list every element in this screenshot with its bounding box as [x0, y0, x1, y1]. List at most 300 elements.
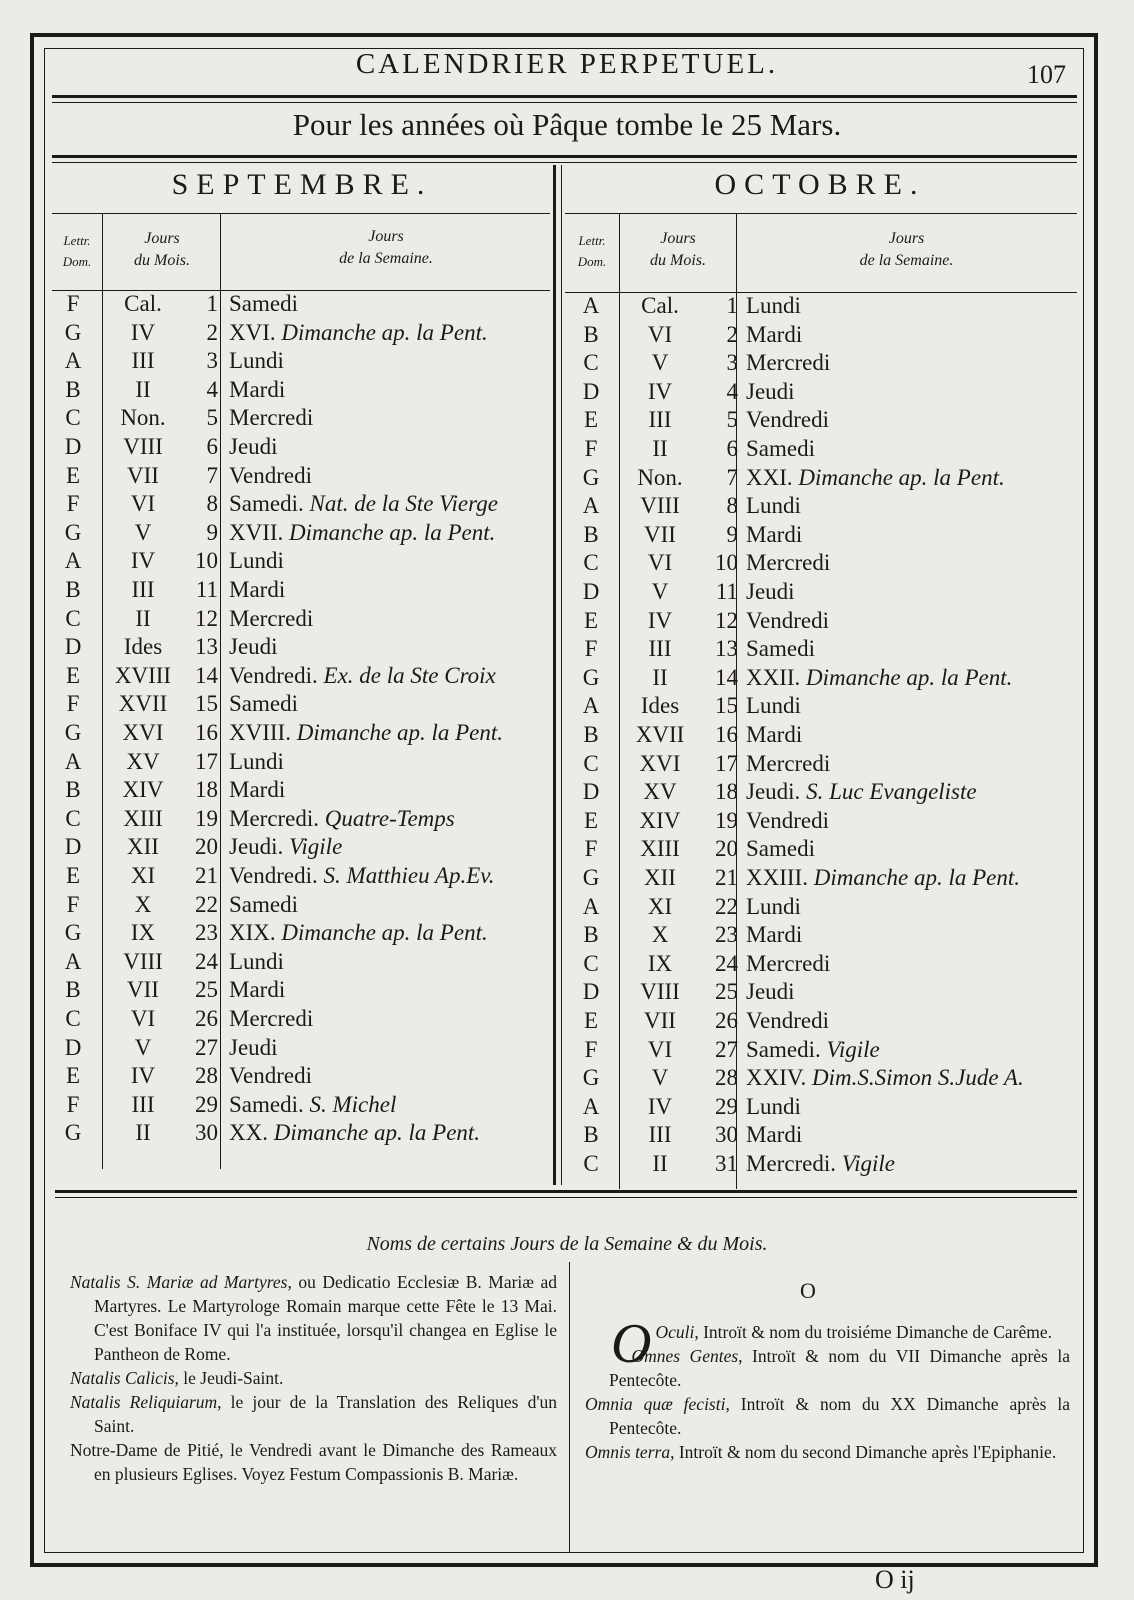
rule: [52, 102, 1077, 103]
dominical-letter: D: [582, 579, 600, 604]
dominical-letter: E: [65, 1063, 81, 1089]
day-number: 20: [715, 836, 738, 862]
dominical-letter: D: [64, 834, 82, 860]
weekday-name: Lundi: [746, 693, 801, 719]
dominical-letter: A: [582, 893, 600, 919]
dominical-letter: E: [65, 662, 81, 688]
subtitle: Pour les années où Pâque tombe le 25 Mars.: [292, 107, 842, 142]
day-number: 18: [715, 779, 738, 805]
feast-note: Dim.S.Simon S.Jude A.: [812, 1065, 1024, 1091]
weekday-cell: [746, 691, 801, 720]
weekday-name: Jeudi: [746, 378, 795, 404]
note-entry: Omnis terra, Introït & nom du second Dimanche après l'Epiphanie.: [585, 1442, 1057, 1462]
roman-day: XII: [644, 865, 676, 890]
rule: [55, 1190, 1077, 1193]
weekday-name: Mercredi: [229, 605, 314, 631]
feast-note: S. Luc Evangeliste: [806, 779, 977, 805]
day-number: 28: [715, 1065, 738, 1091]
roman-day: V: [134, 519, 152, 545]
roman-day: VII: [644, 1008, 676, 1033]
day-number: 11: [195, 577, 218, 602]
dominical-letter: B: [65, 376, 81, 402]
feast-note: S. Michel: [309, 1091, 397, 1117]
roman-day: XVI: [639, 750, 681, 776]
weekday-cell: [746, 405, 829, 434]
dominical-letter: B: [583, 521, 599, 547]
dominical-letter: F: [66, 491, 80, 517]
weekday-cell: [746, 320, 802, 349]
weekday-name: XX.: [229, 1120, 268, 1146]
dominical-letter: B: [65, 577, 81, 602]
weekday-name: XVIII.: [229, 720, 291, 745]
note-entry: Omnes Gentes, Introït & nom du VII Dimanche après la Pentecôte.: [609, 1346, 1070, 1390]
day-number: 29: [715, 1093, 738, 1119]
rule: [565, 213, 1077, 214]
roman-day: V: [651, 1065, 669, 1091]
weekday-name: Vendredi.: [229, 863, 318, 888]
calendar-day-row: [0, 663, 1134, 692]
weekday-name: XXIII.: [746, 865, 808, 890]
roman-day: XII: [127, 834, 159, 860]
calendar-day-row: [0, 348, 1134, 377]
weekday-name: Samedi: [746, 436, 815, 461]
weekday-name: Samedi: [229, 291, 298, 316]
rule: [52, 213, 550, 214]
weekday-cell: [746, 1006, 829, 1035]
calendar-day-row: [0, 1092, 1134, 1121]
roman-day: IV: [130, 1063, 156, 1089]
day-number: 24: [715, 950, 738, 976]
roman-day: VIII: [123, 434, 163, 459]
day-number: 1: [206, 291, 218, 316]
weekday-cell: [746, 977, 795, 1006]
weekday-name: Vendredi: [746, 1008, 830, 1033]
dominical-letter: C: [65, 805, 81, 831]
note-entry: Omnia quæ fecisti, Introït & nom du XX Dimanche après la Pentecôte.: [585, 1394, 1070, 1438]
note-entry: Natalis Calicis, le Jeudi-Saint.: [70, 1368, 284, 1388]
note-entry: Natalis Reliquiarum, le jour de la Translation des Reliques d'un Saint.: [70, 1392, 557, 1436]
day-number: 2: [206, 319, 218, 345]
day-number: 21: [195, 863, 218, 888]
dominical-letter: A: [64, 348, 82, 374]
day-number: 13: [715, 636, 738, 662]
dominical-letter: B: [65, 777, 81, 803]
roman-day: IV: [647, 607, 673, 633]
feast-note: Vigile: [289, 834, 343, 860]
roman-day: XVI: [122, 720, 164, 745]
dominical-letter: D: [64, 634, 82, 660]
roman-day: VI: [130, 491, 156, 517]
note-entry: O Oculi, Introït & nom du troisiéme Dimanche de Carême.: [611, 1313, 1053, 1375]
weekday-cell: [746, 463, 1005, 492]
weekday-name: Vendredi.: [229, 662, 318, 688]
roman-day: XI: [647, 893, 673, 919]
dominical-letter: G: [582, 664, 600, 690]
roman-day: II: [652, 436, 668, 461]
dominical-letter: F: [584, 636, 598, 662]
dominical-letter: A: [582, 1093, 600, 1119]
weekday-cell: [746, 1120, 802, 1149]
roman-day: VII: [644, 521, 676, 547]
roman-day: XVIII: [114, 662, 172, 688]
roman-day: III: [131, 348, 155, 374]
column-header-month-day: Jours du Mois.: [650, 230, 706, 269]
calendar-day-row: [0, 634, 1134, 663]
roman-day: Cal.: [124, 291, 162, 316]
weekday-cell: [746, 377, 795, 406]
roman-day: VI: [647, 550, 673, 576]
calendar-day-row: [0, 720, 1134, 749]
day-number: 16: [195, 720, 218, 745]
month-title-september: SEPTEMBRE.: [171, 168, 433, 201]
roman-day: III: [131, 1091, 155, 1117]
day-number: 3: [206, 348, 218, 374]
roman-day: VI: [130, 1006, 156, 1031]
day-number: 18: [195, 777, 218, 803]
day-number: 11: [715, 579, 738, 604]
day-number: 19: [195, 805, 218, 831]
weekday-name: Lundi: [746, 893, 801, 919]
weekday-name: Lundi: [229, 348, 284, 374]
weekday-cell: [746, 291, 801, 320]
weekday-name: Mercredi.: [229, 805, 320, 831]
calendar-day-row: [0, 606, 1134, 635]
day-number: 30: [715, 1122, 738, 1148]
weekday-name: Jeudi: [746, 979, 795, 1005]
feast-note: Vigile: [826, 1036, 880, 1062]
month-title-october: OCTOBRE.: [714, 168, 926, 201]
day-number: 4: [726, 378, 738, 404]
weekday-name: Samedi.: [746, 1036, 821, 1062]
weekday-cell: [746, 834, 815, 863]
roman-day: VII: [127, 462, 159, 488]
weekday-name: Jeudi.: [746, 779, 801, 805]
calendar-day-row: [0, 806, 1134, 835]
rule: [52, 162, 1077, 163]
roman-day: V: [134, 1034, 152, 1060]
roman-day: Cal.: [641, 293, 679, 318]
roman-day: VII: [127, 977, 159, 1003]
calendar-day-row: [0, 491, 1134, 520]
weekday-name: Samedi.: [229, 1091, 304, 1117]
weekday-name: Samedi.: [229, 491, 304, 517]
day-number: 26: [715, 1008, 738, 1033]
calendar-day-row: [0, 1063, 1134, 1092]
roman-day: VIII: [640, 493, 680, 519]
calendar-day-row: [0, 548, 1134, 577]
day-number: 27: [715, 1036, 738, 1062]
page-title: CALENDRIER PERPETUEL.: [355, 48, 779, 80]
weekday-name: XVI.: [229, 319, 276, 345]
dominical-letter: F: [584, 1036, 598, 1062]
dominical-letter: G: [64, 920, 82, 946]
day-number: 14: [715, 664, 738, 690]
weekday-name: Jeudi: [229, 634, 278, 660]
roman-day: XIV: [122, 777, 164, 803]
day-number: 22: [715, 893, 738, 919]
dominical-letter: C: [583, 350, 599, 376]
day-number: 17: [195, 748, 218, 774]
dominical-letter: D: [582, 779, 600, 805]
feast-note: Nat. de la Ste Vierge: [309, 491, 498, 517]
dominical-letter: G: [64, 319, 82, 345]
dominical-letter: C: [583, 1151, 599, 1176]
roman-day: XV: [126, 748, 160, 774]
weekday-name: Lundi: [746, 1093, 801, 1119]
day-number: 29: [195, 1091, 218, 1117]
roman-day: XI: [130, 863, 156, 888]
calendar-day-row: [0, 405, 1134, 434]
roman-day: IX: [647, 950, 673, 976]
day-number: 12: [715, 607, 738, 633]
day-number: 24: [195, 948, 218, 974]
note-entry: Notre-Dame de Pitié, le Vendredi avant le Dimanche des Rameaux en plusieurs Eglises. Voyez Festum Compassionis B. Mariæ.: [70, 1440, 557, 1484]
roman-day: V: [651, 350, 669, 376]
dominical-letter: F: [66, 891, 80, 917]
dominical-letter: A: [582, 493, 600, 519]
day-number: 5: [726, 407, 738, 433]
notes-divider: [569, 1262, 570, 1552]
column-header-month-day: Jours du Mois.: [134, 230, 190, 269]
day-number: 27: [195, 1034, 218, 1060]
weekday-cell: [746, 434, 815, 463]
calendar-day-row: [0, 320, 1134, 349]
roman-day: XIV: [639, 807, 681, 833]
weekday-cell: [746, 863, 1020, 892]
roman-day: VI: [647, 1036, 673, 1062]
dominical-letter: D: [582, 979, 600, 1005]
calendar-day-row: [0, 377, 1134, 406]
weekday-name: Vendredi: [746, 807, 830, 833]
day-number: 12: [195, 605, 218, 631]
day-number: 7: [726, 464, 738, 490]
weekday-cell: [746, 634, 815, 663]
weekday-name: Mercredi: [746, 950, 831, 976]
dominical-letter: B: [65, 977, 81, 1003]
weekday-cell: [746, 491, 801, 520]
calendar-day-row: [0, 920, 1134, 949]
feast-note: Ex. de la Ste Croix: [323, 662, 496, 688]
weekday-name: Lundi: [229, 548, 284, 574]
dominical-letter: G: [582, 1065, 600, 1091]
weekday-name: Mardi: [746, 1122, 803, 1148]
weekday-cell: [746, 749, 830, 778]
weekday-cell: [746, 1063, 1024, 1092]
calendar-day-row: [0, 1120, 1134, 1149]
weekday-name: Mardi: [229, 777, 286, 803]
roman-day: XVII: [118, 691, 168, 717]
weekday-name: Samedi: [229, 891, 298, 917]
roman-day: VIII: [123, 948, 163, 974]
weekday-name: Mardi: [746, 521, 803, 547]
weekday-name: XXII.: [746, 664, 801, 690]
day-number: 25: [195, 977, 218, 1003]
roman-day: XV: [643, 779, 677, 805]
weekday-cell: [746, 720, 802, 749]
weekday-name: Jeudi: [229, 434, 278, 459]
weekday-cell: [746, 577, 795, 606]
calendar-day-row: [0, 749, 1134, 778]
calendar-day-row: [0, 863, 1134, 892]
dominical-letter: C: [65, 405, 81, 431]
notes-letter-heading: O: [800, 1278, 816, 1303]
weekday-name: Mercredi: [229, 1006, 314, 1031]
day-number: 17: [715, 750, 738, 776]
weekday-cell: [746, 1035, 880, 1064]
feast-note: Dimanche ap. la Pent.: [281, 319, 488, 345]
dominical-letter: E: [583, 407, 599, 433]
dominical-letter: F: [584, 436, 598, 461]
calendar-day-row: [0, 777, 1134, 806]
weekday-name: Samedi: [746, 636, 815, 662]
weekday-name: Mercredi: [746, 750, 831, 776]
roman-day: IV: [130, 548, 156, 574]
dominical-letter: B: [583, 922, 599, 948]
roman-day: IV: [130, 319, 156, 345]
calendar-day-row: [0, 892, 1134, 921]
weekday-name: Mardi: [746, 722, 803, 747]
roman-day: III: [648, 1122, 672, 1148]
dominical-letter: D: [64, 1034, 82, 1060]
roman-day: Non.: [637, 464, 683, 490]
weekday-cell: [746, 663, 1012, 692]
day-number: 31: [715, 1151, 738, 1176]
dominical-letter: G: [64, 720, 82, 745]
feast-note: S. Matthieu Ap.Ev.: [323, 863, 495, 888]
weekday-name: XXI.: [746, 464, 793, 490]
feast-note: Dimanche ap. la Pent.: [273, 1120, 481, 1146]
roman-day: III: [648, 636, 672, 662]
dominical-letter: A: [64, 548, 82, 574]
notes-title: Noms de certains Jours de la Semaine & du Mois.: [366, 1233, 768, 1255]
roman-day: II: [135, 605, 151, 631]
weekday-name: Mardi: [746, 922, 803, 948]
weekday-name: Lundi: [746, 493, 801, 519]
dominical-letter: E: [583, 607, 599, 633]
weekday-cell: [746, 520, 802, 549]
roman-day: IV: [647, 378, 673, 404]
calendar-day-row: [0, 1006, 1134, 1035]
page-number: 107: [1027, 60, 1066, 89]
feast-note: Dimanche ap. la Pent.: [281, 920, 488, 946]
weekday-cell: [746, 1092, 801, 1121]
dominical-letter: A: [64, 748, 82, 774]
roman-day: Ides: [640, 693, 680, 719]
dominical-letter: F: [584, 836, 598, 862]
dominical-letter: E: [583, 1008, 599, 1033]
dominical-letter: D: [64, 434, 82, 459]
weekday-cell: [746, 920, 802, 949]
weekday-name: Jeudi: [229, 1034, 278, 1060]
roman-day: VIII: [640, 979, 680, 1005]
day-number: 10: [715, 550, 738, 576]
roman-day: Non.: [120, 405, 166, 431]
dominical-letter: G: [64, 519, 82, 545]
weekday-cell: [746, 892, 801, 921]
day-number: 22: [195, 891, 218, 917]
feast-note: Dimanche ap. la Pent.: [296, 720, 504, 745]
dominical-letter: G: [582, 865, 600, 890]
rule: [55, 1197, 1077, 1198]
notes-right-column: [585, 1313, 1070, 1464]
dominical-letter: F: [66, 291, 80, 316]
weekday-name: Mardi: [229, 376, 286, 402]
dominical-letter: C: [583, 550, 599, 576]
weekday-name: Mercredi: [229, 405, 314, 431]
day-number: 26: [195, 1006, 218, 1031]
dominical-letter: A: [582, 293, 600, 318]
day-number: 9: [726, 521, 738, 547]
day-number: 7: [206, 462, 218, 488]
calendar-day-row: [0, 1035, 1134, 1064]
roman-day: IV: [647, 1093, 673, 1119]
column-header-week-day: Jours de la Semaine.: [339, 228, 433, 267]
dominical-letter: A: [64, 948, 82, 974]
weekday-name: Lundi: [229, 748, 284, 774]
weekday-name: Lundi: [229, 948, 284, 974]
column-header-week-day: Jours de la Semaine.: [859, 230, 954, 269]
drop-cap: O: [611, 1313, 652, 1375]
weekday-name: Mardi: [229, 577, 286, 602]
signature-mark: O ij: [875, 1565, 915, 1594]
weekday-name: Jeudi: [746, 579, 795, 604]
day-number: 15: [715, 693, 738, 719]
feast-note: Dimanche ap. la Pent.: [289, 519, 496, 545]
roman-day: X: [651, 922, 669, 948]
day-number: 25: [715, 979, 738, 1005]
roman-day: Ides: [123, 634, 163, 660]
feast-note: Dimanche ap. la Pent.: [798, 464, 1005, 490]
feast-note: Dimanche ap. la Pent.: [813, 865, 1021, 890]
day-number: 13: [195, 634, 218, 660]
column-header-letter: Lettr. Dom.: [62, 233, 92, 269]
roman-day: XIII: [640, 836, 680, 862]
weekday-cell: [746, 949, 830, 978]
day-number: 20: [195, 834, 218, 860]
rule: [52, 95, 1077, 98]
dominical-letter: G: [64, 1120, 82, 1146]
calendar-day-row: [0, 691, 1134, 720]
feast-note: Dimanche ap. la Pent.: [806, 664, 1013, 690]
roman-day: XVII: [635, 722, 685, 747]
day-number: 8: [726, 493, 738, 519]
calendar-day-row: [0, 434, 1134, 463]
weekday-name: Vendredi: [229, 462, 313, 488]
roman-day: V: [651, 579, 669, 604]
calendar-day-row: [0, 977, 1134, 1006]
weekday-cell: [746, 606, 829, 635]
calendar-day-row: [0, 463, 1134, 492]
day-number: 14: [195, 662, 218, 688]
weekday-name: Lundi: [746, 293, 801, 318]
weekday-name: XIX.: [229, 920, 276, 946]
day-number: 15: [195, 691, 218, 717]
dominical-letter: F: [66, 691, 80, 717]
day-number: 1: [726, 293, 738, 318]
weekday-cell: [746, 777, 977, 806]
roman-day: III: [648, 407, 672, 433]
day-number: 6: [206, 434, 218, 459]
day-number: 23: [195, 920, 218, 946]
calendar-day-row: [0, 520, 1134, 549]
roman-day: IX: [130, 920, 156, 946]
day-number: 2: [726, 321, 738, 347]
day-number: 5: [206, 405, 218, 431]
calendar-day-row: [0, 834, 1134, 863]
day-number: 30: [195, 1120, 218, 1146]
day-number: 6: [726, 436, 738, 461]
day-number: 9: [206, 519, 218, 545]
